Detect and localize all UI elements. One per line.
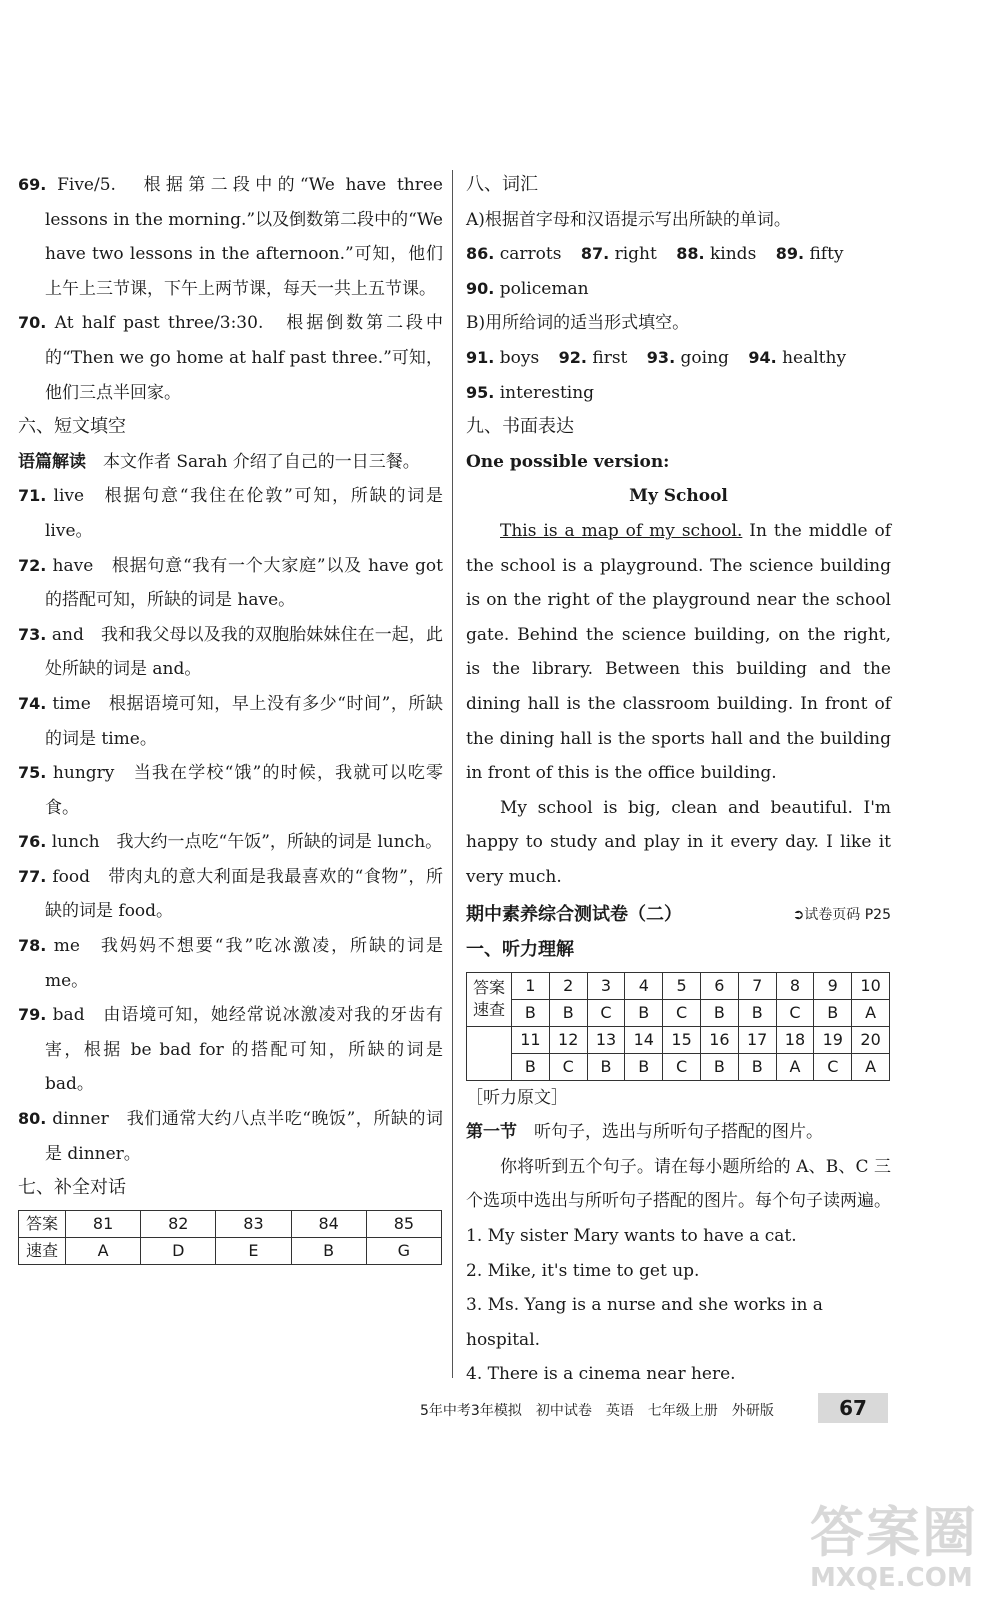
- table-cell: 15: [663, 1026, 701, 1053]
- part-1-heading: 第一节 听句子，选出与所听句子搭配的图片。: [466, 1122, 823, 1143]
- table-cell: 83: [216, 1210, 291, 1237]
- table-cell: A: [776, 1053, 814, 1080]
- answer-74: 74. time 根据语境可知，早上没有多少“时间”，所缺的词是 time。: [18, 693, 443, 749]
- table-cell: 16: [700, 1026, 738, 1053]
- table-cell: 8: [776, 972, 814, 999]
- table-cell: 85: [366, 1210, 441, 1237]
- table-cell: B: [700, 999, 738, 1026]
- section-1-title: 一、听力理解: [466, 939, 574, 961]
- table-cell: A: [66, 1237, 141, 1264]
- table-cell: B: [291, 1237, 366, 1264]
- table-cell: B: [738, 1053, 776, 1080]
- table-cell: E: [216, 1237, 291, 1264]
- table-cell: 3: [587, 972, 625, 999]
- table-cell: 84: [291, 1210, 366, 1237]
- answer-73: 73. and 我和我父母以及我的双胞胎妹妹住在一起，此处所缺的词是 and。: [18, 624, 444, 680]
- table-cell: C: [549, 1053, 587, 1080]
- table-cell: 2: [549, 972, 587, 999]
- footer-text: 5年中考3年模拟 初中试卷 英语 七年级上册 外研版: [420, 1403, 774, 1419]
- answer-76: 76. lunch 我大约一点吃“午饭”，所缺的词是 lunch。: [18, 832, 443, 853]
- essay-paragraph-2: My school is big, clean and beautiful. I'm happy to study and play in it every day. I like it very much.: [466, 797, 891, 887]
- answer-72: 72. have 根据句意“我有一个大家庭”以及 have got 的搭配可知，所缺的词是 have。: [18, 555, 443, 611]
- answer-78: 78. me 我妈妈不想要“我”吃冰激凌，所缺的词是 me。: [18, 936, 443, 991]
- page-number: 67: [818, 1393, 888, 1423]
- table-cell: G: [366, 1237, 441, 1264]
- listening-script-title: ［听力原文］: [466, 1087, 568, 1108]
- script-sentence-1: 1. My sister Mary wants to have a cat.: [466, 1226, 797, 1247]
- script-sentence-2: 2. Mike, it's time to get up.: [466, 1260, 700, 1281]
- answer-95: 95. interesting: [466, 382, 595, 403]
- essay-title: My School: [629, 486, 728, 507]
- answer-79: 79. bad 由语境可知，她经常说冰激凌对我的牙齿有害，根据 be bad for 的搭配可知，所缺的词是 bad。: [18, 1005, 443, 1095]
- answer-table-81-85: [18, 1210, 442, 1265]
- table-cell: 14: [625, 1026, 663, 1053]
- test-header: [466, 898, 891, 933]
- table-cell: 19: [814, 1026, 852, 1053]
- table-cell: 12: [549, 1026, 587, 1053]
- table-cell: A: [852, 1053, 890, 1080]
- table-cell: 4: [625, 972, 663, 999]
- table-cell: 13: [587, 1026, 625, 1053]
- script-sentence-4: 4. There is a cinema near here.: [466, 1364, 736, 1385]
- table-cell: C: [776, 999, 814, 1026]
- left-column: [18, 168, 443, 1265]
- answer-90: 90. policeman: [466, 278, 589, 299]
- table-cell: A: [852, 999, 890, 1026]
- table-cell: B: [625, 999, 663, 1026]
- section-9-title: 九、书面表达: [466, 416, 574, 438]
- table-cell: B: [700, 1053, 738, 1080]
- watermark-logo: [810, 1490, 978, 1593]
- table-cell: B: [512, 999, 550, 1026]
- table-cell: B: [549, 999, 587, 1026]
- table-cell: 5: [663, 972, 701, 999]
- table-cell: 17: [738, 1026, 776, 1053]
- answer-75: 75. hungry 当我在学校“饿”的时候，我就可以吃零食。: [18, 763, 443, 818]
- section-8-title: 八、词汇: [466, 174, 538, 195]
- table-cell: 9: [814, 972, 852, 999]
- table-cell: 20: [852, 1026, 890, 1053]
- table-header: 答案 速查: [467, 972, 512, 1026]
- table-cell: C: [663, 999, 701, 1026]
- table-cell: C: [663, 1053, 701, 1080]
- section-6-title: 六、短文填空: [18, 416, 126, 438]
- answer-70: 70. At half past three/3:30. 根据倒数第二段中的“Then we go home at half past three.”可知，他们三点半回家。: [18, 313, 443, 403]
- table-cell: 82: [141, 1210, 216, 1237]
- table-cell: 10: [852, 972, 890, 999]
- part-a-instruction: A)根据首字母和汉语提示写出所缺的单词。: [466, 209, 791, 230]
- answers-91-94: 91. boys 92. first 93. going 94. healthy: [466, 347, 847, 368]
- table-cell: B: [625, 1053, 663, 1080]
- answer-71: 71. live 根据句意“我住在伦敦”可知，所缺的词是 live。: [18, 486, 444, 541]
- table-cell: B: [587, 1053, 625, 1080]
- possible-version-label: One possible version:: [466, 451, 670, 472]
- table-cell: D: [141, 1237, 216, 1264]
- answers-86-89: 86. carrots 87. right 88. kinds 89. fifty: [466, 244, 844, 265]
- answer-77: 77. food 带肉丸的意大利面是我最喜欢的“食物”，所缺的词是 food。: [18, 866, 444, 922]
- table-cell: 81: [66, 1210, 141, 1237]
- watermark-url: MXQE.COM: [810, 1563, 973, 1593]
- part-1-instruction: 你将听到五个句子。请在每小题所给的 A、B、C 三个选项中选出与所听句子搭配的图片。每个句子读两遍。: [466, 1156, 891, 1212]
- section-7-title: 七、补全对话: [18, 1177, 126, 1199]
- passage-summary: 语篇解读 本文作者 Sarah 介绍了自己的一日三餐。: [18, 451, 420, 472]
- table-header: [467, 1026, 512, 1080]
- answer-80: 80. dinner 我们通常大约八点半吃“晚饭”，所缺的词是 dinner。: [18, 1109, 443, 1164]
- test-page-ref: ➲试卷页码 P25: [792, 907, 891, 924]
- part-b-instruction: B)用所给词的适当形式填空。: [466, 313, 690, 334]
- script-sentence-3: 3. Ms. Yang is a nurse and she works in a hospital.: [466, 1295, 823, 1350]
- column-divider: [452, 170, 453, 1378]
- answer-69: 69. Five/5. 根据第二段中的“We have three lessons in the morning.”以及倒数第二段中的“We have two lessons in the afternoon.”可知，他们上午上三节课，下午上两节课，每天一共上五节课。: [18, 175, 443, 299]
- essay-paragraph-1: This is a map of my school. In the middle of the school is a playground. The science building is on the right of the playground near the school gate. Behind the science building, on the right, is the library. Between this building and the dining hall is the classroom building. In front of the dining hall is the sports hall and the building in front of this is the office building.: [466, 520, 891, 784]
- table-cell: 1: [512, 972, 550, 999]
- table-cell: C: [814, 1053, 852, 1080]
- right-column: [466, 168, 891, 1392]
- watermark-text: 答案圈: [810, 1501, 978, 1564]
- table-cell: B: [814, 999, 852, 1026]
- table-cell: 6: [700, 972, 738, 999]
- test-title: 期中素养综合测试卷（二）: [466, 904, 682, 926]
- table-cell: B: [738, 999, 776, 1026]
- table-cell: 18: [776, 1026, 814, 1053]
- answer-table-1-20: [466, 972, 890, 1081]
- table-header: 速查: [19, 1237, 66, 1264]
- table-cell: C: [587, 999, 625, 1026]
- table-header: 答案: [19, 1210, 66, 1237]
- table-cell: 7: [738, 972, 776, 999]
- table-cell: 11: [512, 1026, 550, 1053]
- table-cell: B: [512, 1053, 550, 1080]
